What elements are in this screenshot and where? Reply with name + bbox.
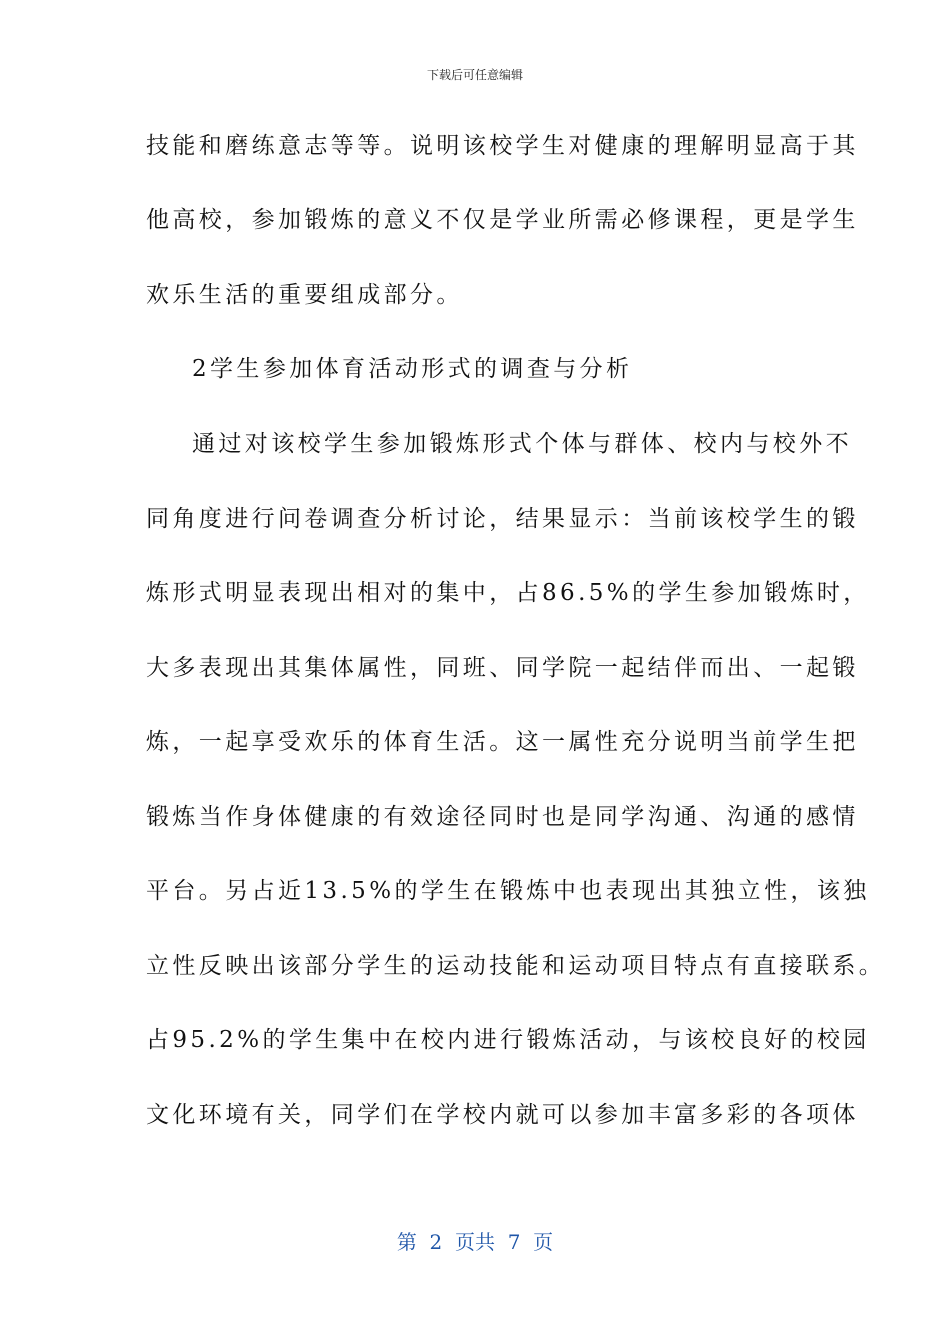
text-line: 平台。另占近13.5%的学生在锻炼中也表现出其独立性，该独 [146,878,870,904]
text-line: 炼形式明显表现出相对的集中，占86.5%的学生参加锻炼时， [146,580,870,606]
text-line: 同角度进行问卷调查分析讨论，结果显示：当前该校学生的锻 [146,506,859,532]
page-header: 下载后可任意编辑 [426,68,523,82]
section-heading: 2学生参加体育活动形式的调查与分析 [192,356,633,382]
text-line: 他高校，参加锻炼的意义不仅是学业所需必修课程，更是学生 [146,207,859,233]
page-footer: 第 2 页共 7 页 [396,1230,554,1254]
text-line: 占95.2%的学生集中在校内进行锻炼活动，与该校良好的校园 [146,1027,870,1053]
text-line: 通过对该校学生参加锻炼形式个体与群体、校内与校外不 [192,431,852,457]
text-line: 炼，一起享受欢乐的体育生活。这一属性充分说明当前学生把 [146,729,859,755]
text-line: 立性反映出该部分学生的运动技能和运动项目特点有直接联系。 [146,953,886,979]
text-line: 大多表现出其集体属性，同班、同学院一起结伴而出、一起锻 [146,655,859,681]
text-line: 锻炼当作身体健康的有效途径同时也是同学沟通、沟通的感情 [146,804,859,830]
text-line: 技能和磨练意志等等。说明该校学生对健康的理解明显高于其 [146,133,859,159]
text-line: 欢乐生活的重要组成部分。 [146,282,463,308]
text-line: 文化环境有关，同学们在学校内就可以参加丰富多彩的各项体 [146,1102,859,1128]
